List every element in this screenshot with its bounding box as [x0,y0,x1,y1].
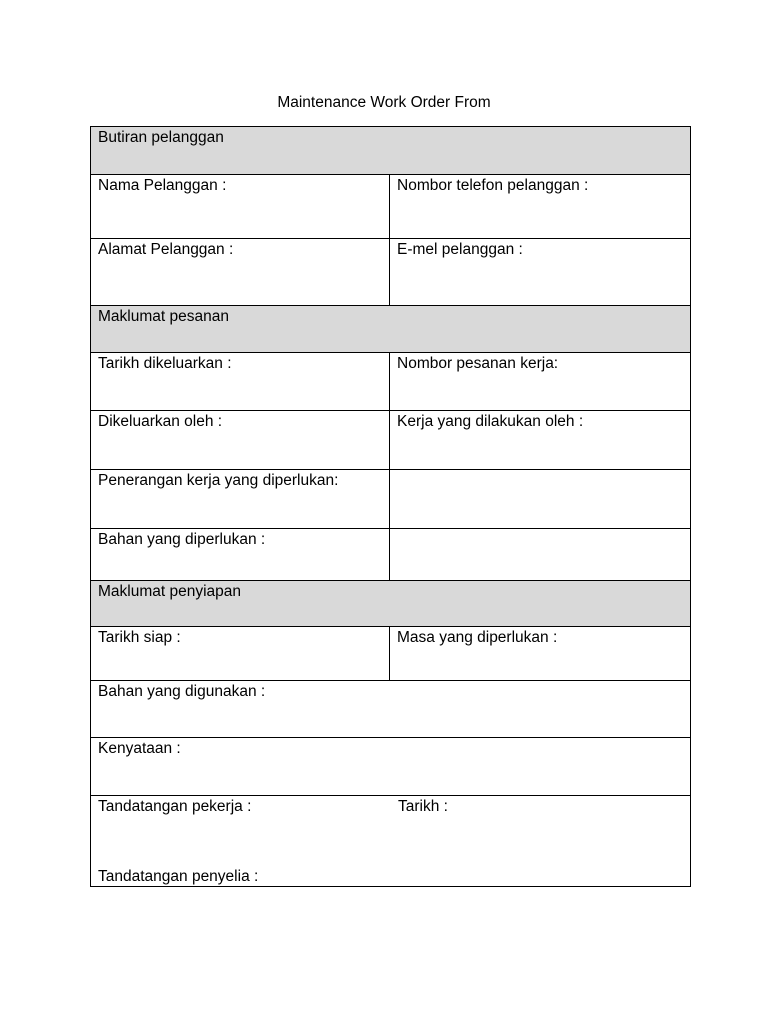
section-customer-row [91,127,691,175]
section-completion-row [91,581,691,627]
materials-used-field[interactable] [91,681,691,738]
customer-phone-field[interactable] [390,175,691,239]
customer-address-field[interactable] [91,239,390,306]
materials-needed-label-cell [91,529,390,581]
order-number-label: Nombor pesanan kerja: [397,355,559,372]
worker-signature-label: Tandatangan pekerja : [98,798,252,815]
customer-name-label: Nama Pelanggan : [98,177,227,194]
completion-row-3 [91,738,691,796]
order-number-field[interactable] [390,353,691,411]
completion-row-2 [91,681,691,738]
signature-row [91,796,691,887]
customer-name-field[interactable] [91,175,390,239]
customer-address-label: Alamat Pelanggan : [98,241,234,258]
order-row-2 [91,411,691,470]
section-heading-order: Maklumat pesanan [91,306,691,353]
work-description-field[interactable] [390,470,691,529]
completed-date-label: Tarikh siap : [98,629,181,646]
section-heading-completion: Maklumat penyiapan [91,581,691,627]
customer-row-1 [91,175,691,239]
order-row-3 [91,470,691,529]
materials-needed-label: Bahan yang diperlukan : [98,531,266,548]
section-heading-customer: Butiran pelanggan [91,127,691,175]
order-row-1 [91,353,691,411]
work-description-label-cell [91,470,390,529]
work-done-by-field[interactable] [390,411,691,470]
section-order-row [91,306,691,353]
customer-phone-label: Nombor telefon pelanggan : [397,177,589,194]
issued-by-label: Dikeluarkan oleh : [98,413,223,430]
work-description-label: Penerangan kerja yang diperlukan: [98,472,339,489]
materials-used-label: Bahan yang digunakan : [98,683,266,700]
time-required-label: Masa yang diperlukan : [397,629,558,646]
work-order-table [90,126,691,887]
completed-date-field[interactable] [91,627,390,681]
statement-label: Kenyataan : [98,740,181,757]
order-row-4 [91,529,691,581]
time-required-field[interactable] [390,627,691,681]
customer-email-label: E-mel pelanggan : [397,241,523,258]
issued-date-label: Tarikh dikeluarkan : [98,355,232,372]
signature-field[interactable] [91,796,691,887]
statement-field[interactable] [91,738,691,796]
issued-by-field[interactable] [91,411,390,470]
signature-date-label: Tarikh : [398,798,448,815]
supervisor-signature-label: Tandatangan penyelia : [98,868,259,885]
issued-date-field[interactable] [91,353,390,411]
customer-row-2 [91,239,691,306]
customer-email-field[interactable] [390,239,691,306]
form-title: Maintenance Work Order From [277,94,491,111]
completion-row-1 [91,627,691,681]
materials-needed-field[interactable] [390,529,691,581]
work-done-by-label: Kerja yang dilakukan oleh : [397,413,584,430]
